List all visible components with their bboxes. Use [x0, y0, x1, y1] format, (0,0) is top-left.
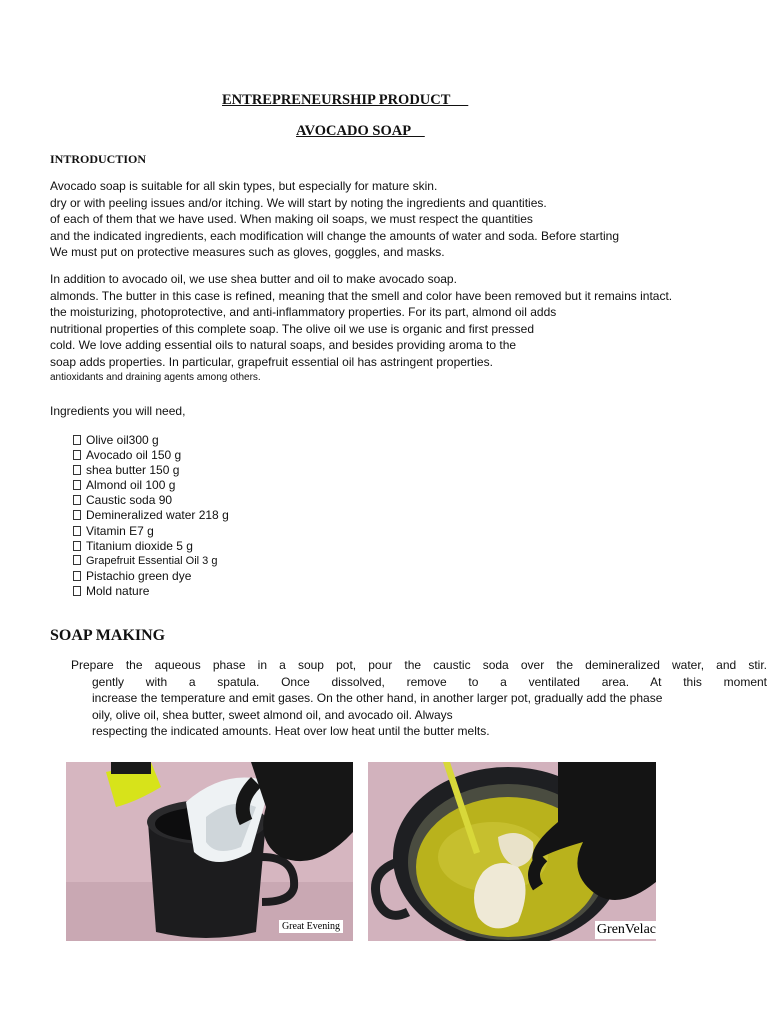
list-item: Vitamin E7 g	[73, 524, 229, 539]
text-line: In addition to avocado oil, we use shea butter and oil to make avocado soap.	[50, 272, 457, 286]
bullet-box-icon	[73, 495, 81, 505]
text-line: dry or with peeling issues and/or itching. We will start by noting the ingredients and quantities.	[50, 195, 547, 210]
photo-pot-shea-butter	[368, 762, 656, 941]
list-item: Olive oil300 g	[73, 433, 229, 448]
photo-caption: Great Evening	[279, 920, 343, 933]
photo-caption: GrenVelac	[596, 922, 656, 937]
text-line: nutritional properties of this complete soap. The olive oil we use is organic and first pressed	[50, 321, 535, 336]
text-line: oily, olive oil, shea butter, sweet almond oil, and avocado oil. Always	[92, 707, 453, 722]
list-item: shea butter 150 g	[73, 463, 229, 478]
list-item: Demineralized water 218 g	[73, 508, 229, 523]
text-line: the moisturizing, photoprotective, and anti-inflammatory properties. For its part, almond oil adds	[50, 305, 557, 319]
photo-pot-shea-butter-icon	[368, 762, 656, 941]
document-title: ENTREPRENEURSHIP PRODUCT	[222, 92, 469, 108]
list-item: Caustic soda 90	[73, 493, 229, 508]
list-item: Titanium dioxide 5 g	[73, 539, 229, 554]
list-item: Mold nature	[73, 584, 229, 599]
bullet-box-icon	[73, 555, 81, 565]
soap-making-heading: SOAP MAKING	[50, 627, 166, 644]
photo-pot-pouring-icon	[66, 762, 353, 941]
soap-making-paragraph	[71, 657, 767, 740]
bullet-box-icon	[73, 541, 81, 551]
bullet-box-icon	[73, 586, 81, 596]
document-subtitle: AVOCADO SOAP	[296, 123, 425, 139]
ingredients-list	[73, 433, 229, 599]
text-line: increase the temperature and emit gases. On the other hand, in another larger pot, gradually add the phase	[92, 691, 663, 705]
text-line: gently with a spatula. Once dissolved, remove to a ventilated area. At this moment	[92, 674, 767, 689]
text-line: of each of them that we have used. When making oil soaps, we must respect the quantities	[50, 212, 533, 226]
text-line: antioxidants and draining agents among others.	[50, 372, 261, 383]
text-line: cold. We love adding essential oils to natural soaps, and besides providing aroma to the	[50, 338, 517, 352]
bullet-box-icon	[73, 526, 81, 536]
text-line: and the indicated ingredients, each modification will change the amounts of water and soda. Before starting	[50, 228, 620, 243]
list-item: Grapefruit Essential Oil 3 g	[73, 554, 229, 569]
intro-paragraph-1	[50, 178, 619, 261]
ingredients-heading: Ingredients you will need,	[50, 404, 186, 418]
bullet-box-icon	[73, 435, 81, 445]
bullet-box-icon	[73, 510, 81, 520]
text-line: respecting the indicated amounts. Heat over low heat until the butter melts.	[92, 724, 490, 738]
bullet-box-icon	[73, 571, 81, 581]
text-line: Avocado soap is suitable for all skin types, but especially for mature skin.	[50, 179, 438, 193]
introduction-heading: INTRODUCTION	[50, 152, 147, 166]
text-line: almonds. The butter in this case is refined, meaning that the smell and color have been removed but it remains intact.	[50, 288, 673, 303]
bullet-box-icon	[73, 450, 81, 460]
bullet-box-icon	[73, 465, 81, 475]
list-item: Avocado oil 150 g	[73, 448, 229, 463]
list-item: Pistachio green dye	[73, 569, 229, 584]
photo-pot-pouring	[66, 762, 353, 941]
intro-paragraph-2	[50, 271, 672, 387]
text-line: soap adds properties. In particular, grapefruit essential oil has astringent properties.	[50, 354, 493, 369]
bullet-box-icon	[73, 480, 81, 490]
text-line: Prepare the aqueous phase in a soup pot, pour the caustic soda over the demineralized water, and stir.	[71, 658, 767, 672]
text-line: We must put on protective measures such as gloves, goggles, and masks.	[50, 245, 445, 259]
list-item: Almond oil 100 g	[73, 478, 229, 493]
